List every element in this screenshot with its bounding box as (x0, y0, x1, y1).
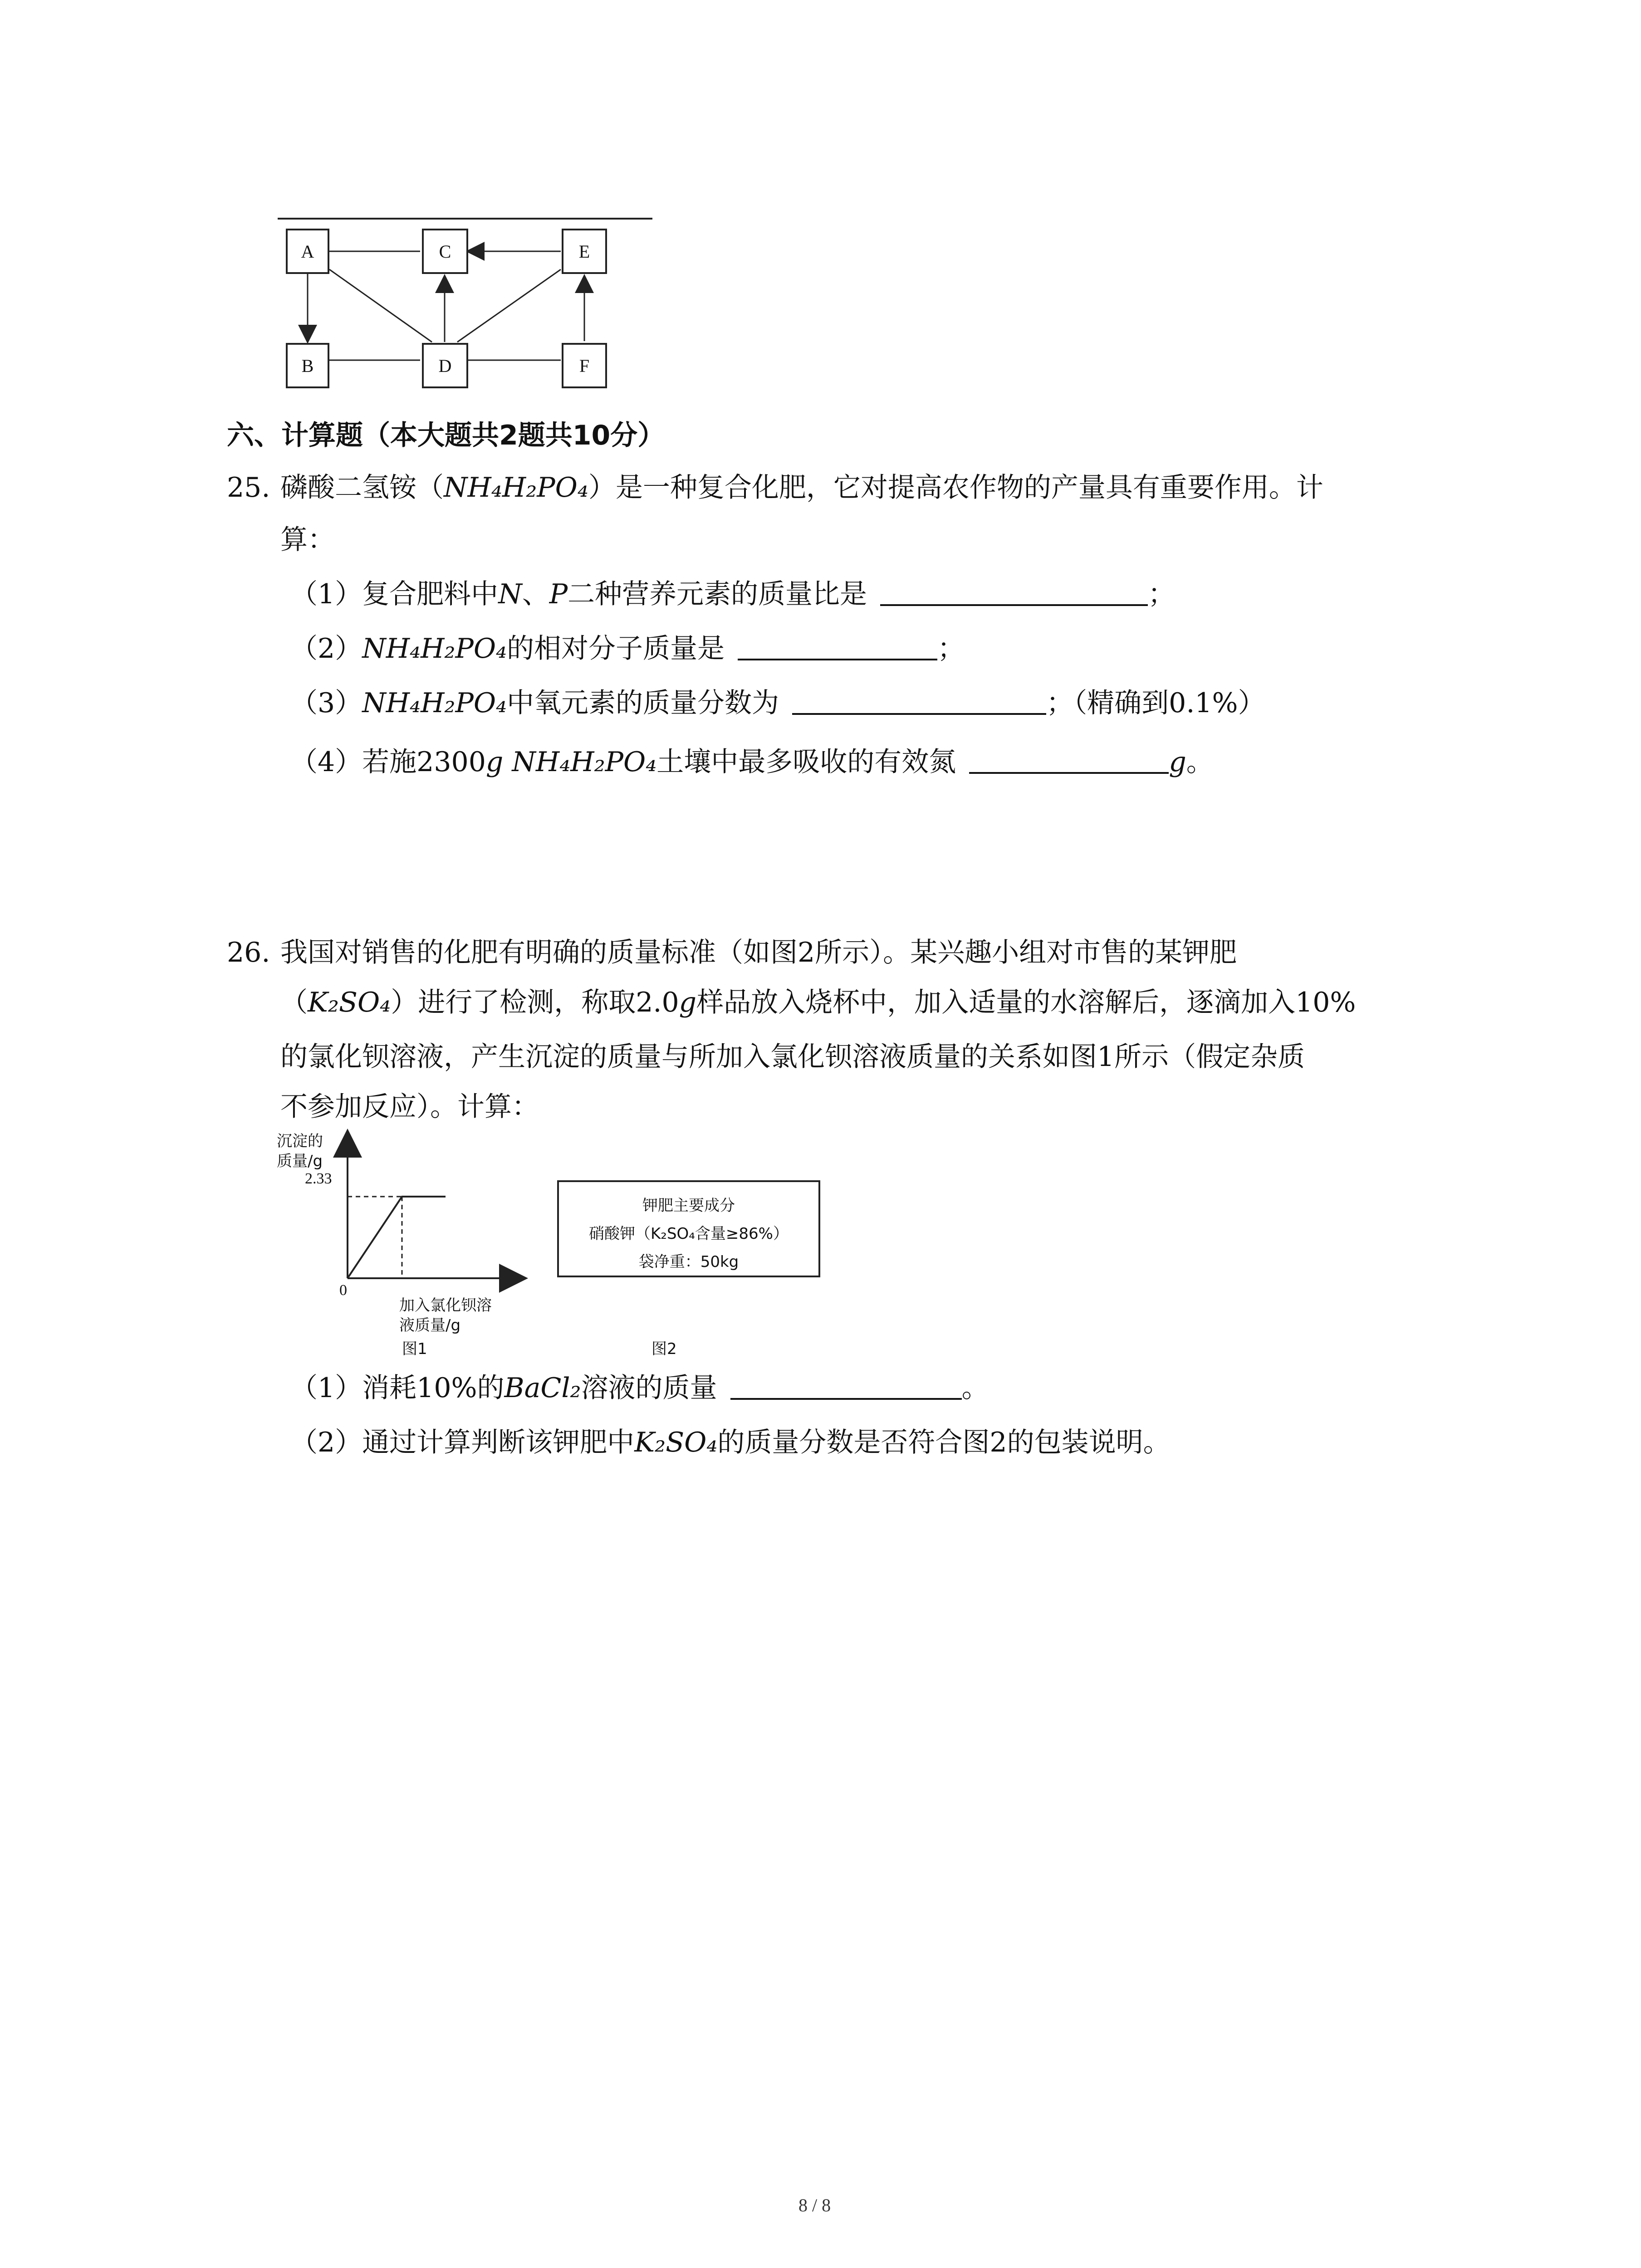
q26-line2 (280, 989, 1356, 1016)
figure2-line3: 袋净重：50kg (638, 1253, 739, 1271)
figure2-line1: 钾肥主要成分 (642, 1197, 735, 1215)
q25-part1 (290, 578, 1176, 610)
precipitate-line (348, 1197, 446, 1278)
q26-part2 (290, 1429, 1171, 1456)
figure1-origin: 0 (339, 1282, 347, 1299)
q25-p4-b: 土壤中最多吸收的有效氮 (656, 746, 956, 778)
q25-part3 (290, 689, 1265, 717)
q26-p1-b: 溶液的质量 (581, 1372, 717, 1404)
q26-p1-blank[interactable] (730, 1374, 962, 1400)
figure1-ylabel-2: 质量/g (277, 1152, 323, 1170)
node-d: D (422, 343, 468, 388)
q26-line4: 不参加反应）。计算： (280, 1091, 539, 1123)
q25-p2-end: ； (937, 633, 965, 665)
q25-stem (280, 474, 1323, 501)
q25-number: 25. (227, 472, 270, 503)
q26-p1-a: （1）消耗10%的 (290, 1372, 505, 1404)
q25-p2-blank[interactable] (738, 635, 937, 660)
q25-part2 (290, 633, 965, 665)
section-heading: 六、计算题（本大题共2题共10分） (227, 420, 665, 451)
q26-line2-formula: K₂SO₄ (308, 987, 391, 1018)
q25-p4-g: g (485, 746, 504, 778)
node-e: E (562, 229, 607, 274)
q25-p3-a: （3） (290, 687, 362, 719)
q25-p4-end: 。 (1186, 746, 1214, 778)
q25-p1-blank[interactable] (880, 581, 1148, 606)
q25-p1-sep: 、 (522, 578, 549, 610)
figure2-box (557, 1180, 820, 1277)
node-b: B (286, 343, 329, 388)
q26-line2-a: （ (280, 987, 308, 1018)
node-a: A (286, 229, 329, 274)
figure1-xlabel-1: 加入氯化钡溶 (399, 1296, 492, 1315)
q26-line2-b: ）进行了检测，称取2.0 (391, 987, 679, 1018)
figure1-y-tick: 2.33 (305, 1170, 332, 1187)
q25-p3-b: 中氧元素的质量分数为 (507, 687, 779, 719)
q25-stem-a: 磷酸二氢铵（ (280, 472, 444, 503)
relation-diagram (272, 213, 653, 395)
figure1-xlabel-2: 液质量/g (399, 1316, 461, 1334)
q26-p1-formula: BaCl₂ (504, 1372, 581, 1404)
q26-p1-end: 。 (961, 1372, 989, 1404)
q25-p2-a: （2） (290, 633, 362, 665)
q25-p3-formula: NH₄H₂PO₄ (362, 687, 507, 719)
q25-p3-blank[interactable] (792, 689, 1046, 715)
q25-stem-b: ）是一种复合化肥，它对提高农作物的产量具有重要作用。计 (588, 472, 1323, 503)
q25-p1-b: 二种营养元素的质量比是 (568, 578, 867, 610)
q26-line3: 的氯化钡溶液，产生沉淀的质量与所加入氯化钡溶液质量的关系如图1所示（假定杂质 (280, 1041, 1305, 1073)
figure1-caption: 图1 (402, 1340, 427, 1358)
q25-stem-c: 算： (280, 524, 335, 556)
q25-formula: NH₄H₂PO₄ (444, 472, 588, 503)
figure2-caption: 图2 (652, 1340, 677, 1358)
q25-p4-formula: NH₄H₂PO₄ (512, 746, 657, 778)
node-c: C (422, 229, 468, 274)
q25-p2-formula: NH₄H₂PO₄ (362, 633, 507, 665)
q25-p1-end: ； (1148, 578, 1176, 610)
q26-p2-b: 的质量分数是否符合图2的包装说明。 (717, 1427, 1171, 1458)
q25-p4-a: （4）若施2300 (290, 746, 486, 778)
q25-p1-n: N (498, 578, 522, 610)
q26-part1 (290, 1374, 989, 1402)
figure1 (272, 1125, 554, 1370)
q25-p1-p: P (549, 578, 568, 610)
figure2-line2: 硝酸钾（K₂SO₄含量≥86%） (589, 1225, 789, 1243)
q26-p2-formula: K₂SO₄ (634, 1427, 718, 1458)
q25-p2-b: 的相对分子质量是 (507, 633, 725, 665)
figure1-ylabel-1: 沉淀的 (277, 1132, 323, 1150)
q26-p2-a: （2）通过计算判断该钾肥中 (290, 1427, 635, 1458)
q25-part4 (290, 748, 1214, 776)
q26-line1: 我国对销售的化肥有明确的质量标准（如图2所示）。某兴趣小组对市售的某钾肥 (280, 937, 1237, 968)
q25-p4-unit: g (1169, 746, 1186, 778)
q25-p1-a: （1）复合肥料中 (290, 578, 499, 610)
q25-p4-blank[interactable] (969, 748, 1169, 774)
page-number: 8 / 8 (798, 2195, 831, 2215)
q26-line2-c: 样品放入烧杯中，加入适量的水溶解后，逐滴加入10% (696, 987, 1356, 1018)
q25-p3-end: ；（精确到0.1%） (1046, 687, 1265, 719)
q26-line2-g: g (679, 987, 697, 1018)
node-f: F (562, 343, 607, 388)
q26-number: 26. (227, 937, 270, 968)
